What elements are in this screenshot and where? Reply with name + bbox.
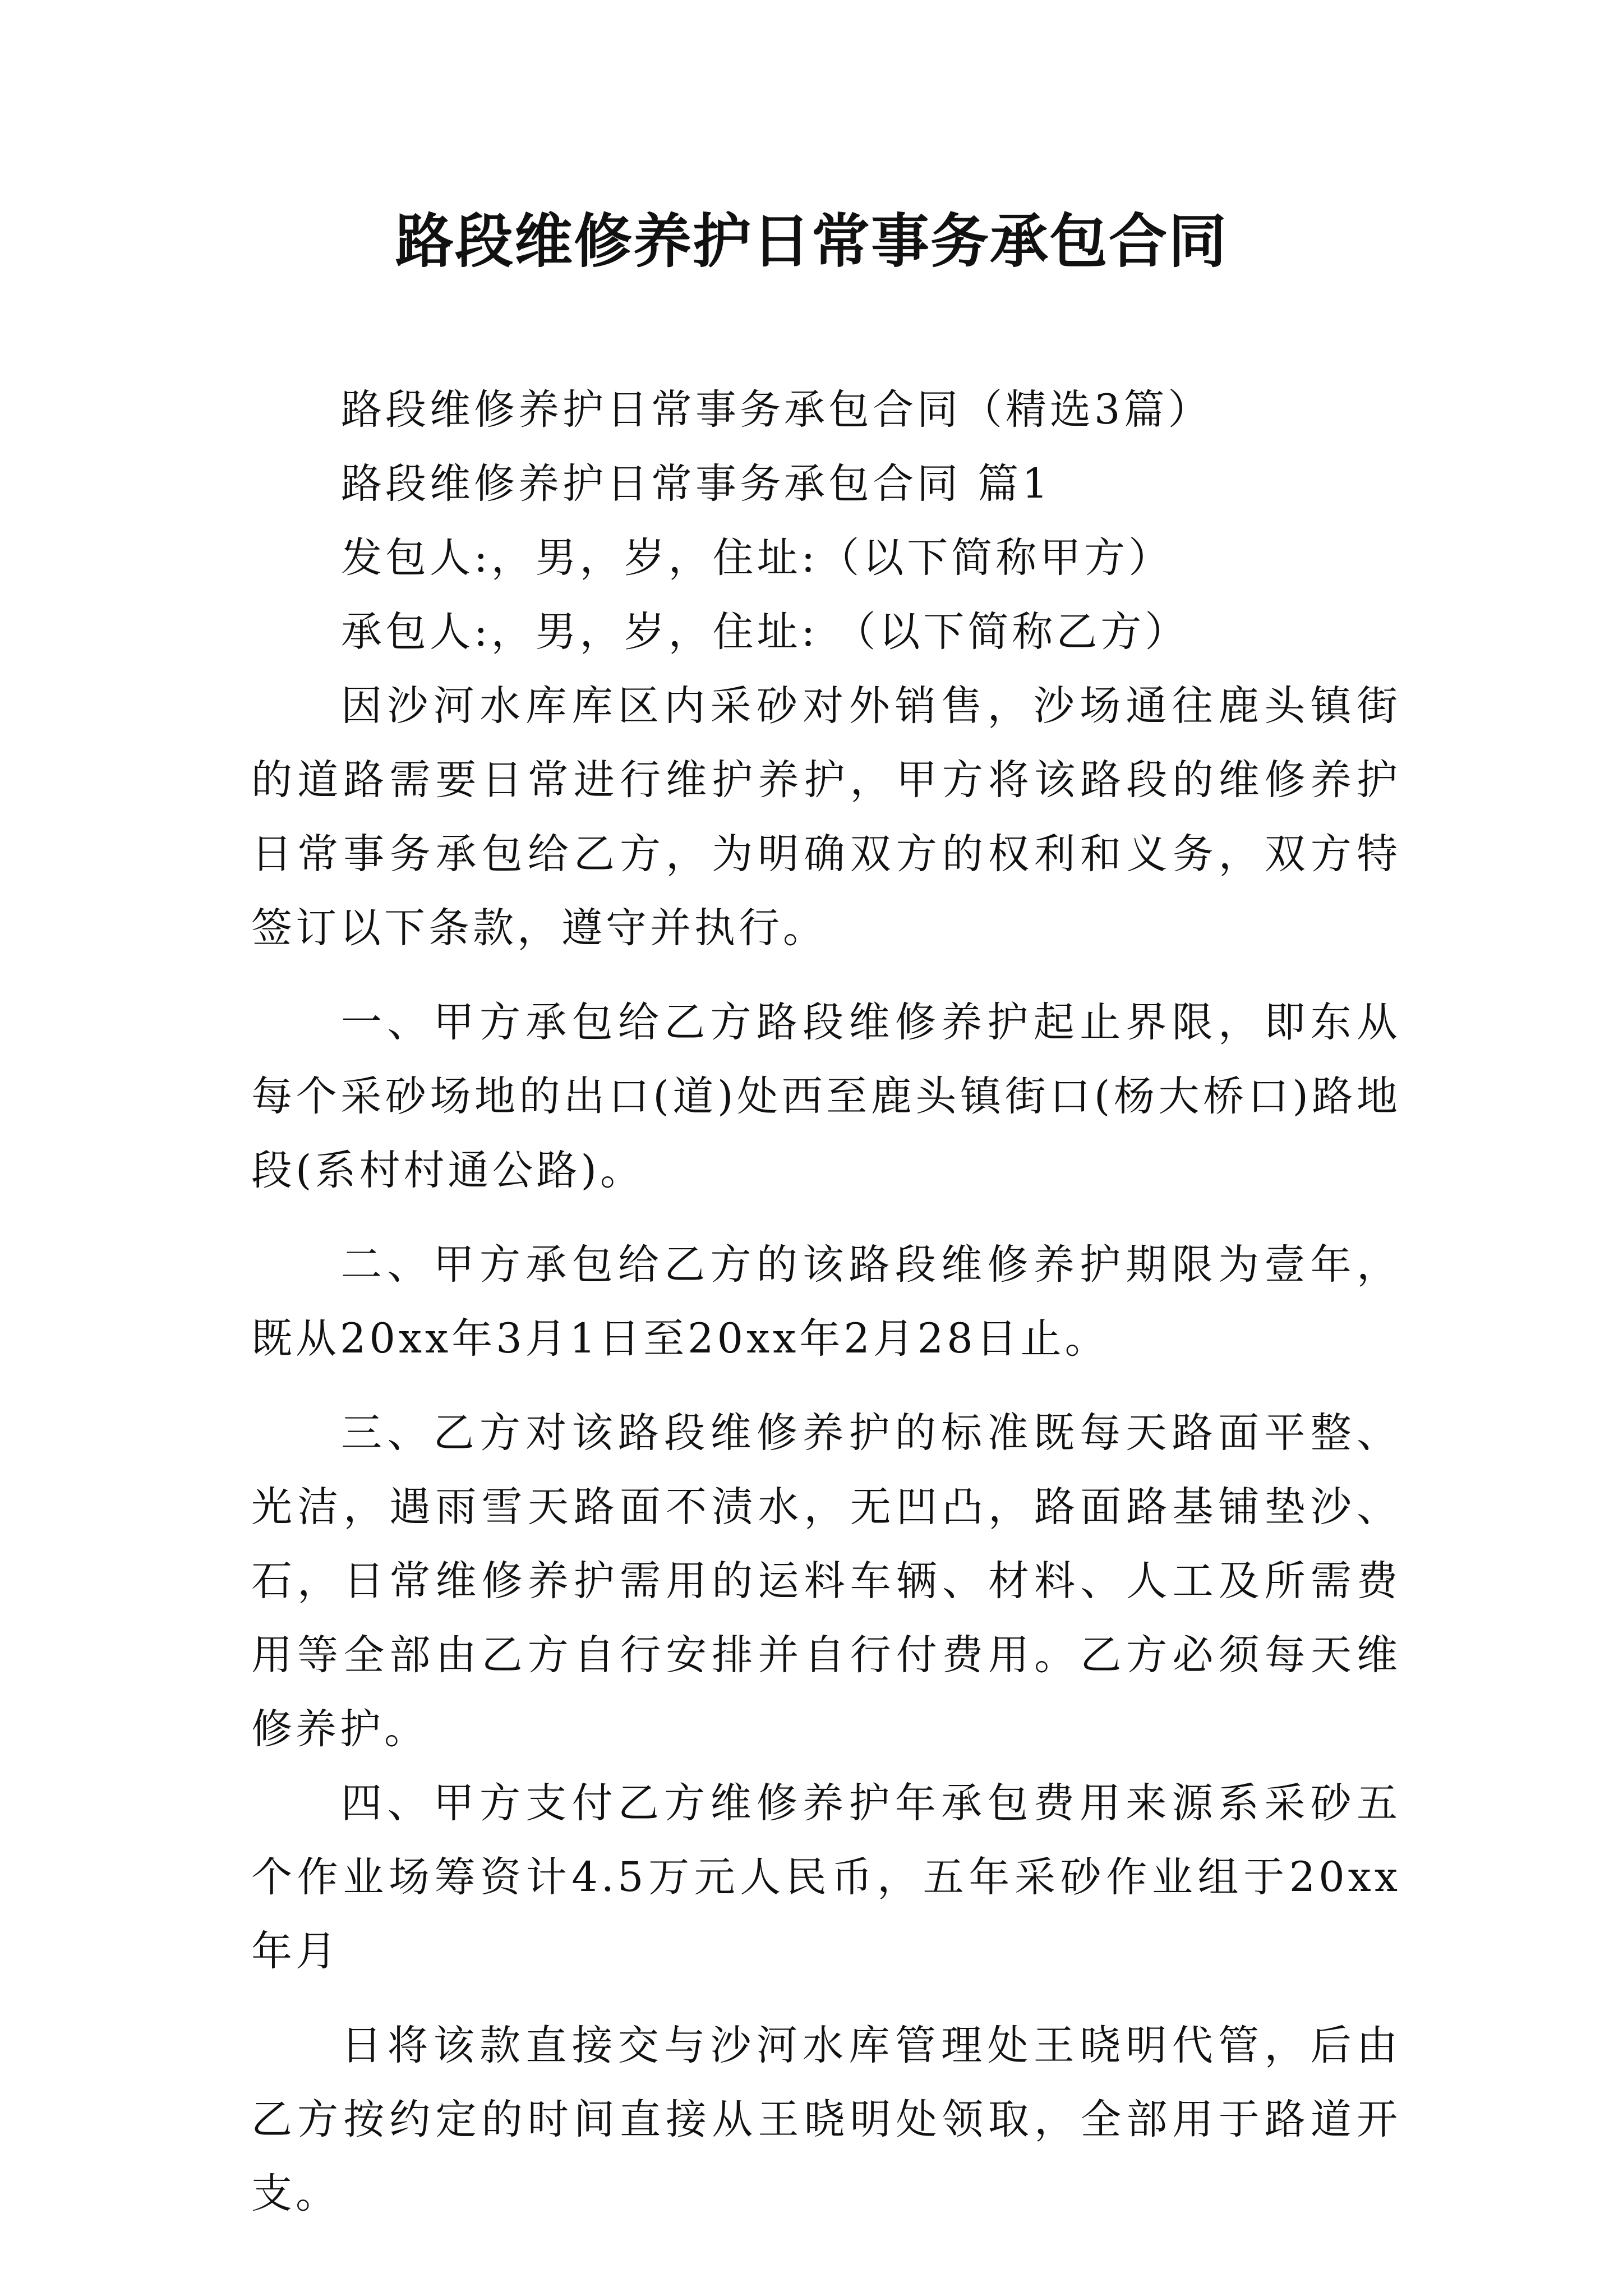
paragraph-spacer xyxy=(251,965,1401,986)
paragraph-section-heading: 路段维修养护日常事务承包合同 篇1 xyxy=(341,460,1052,508)
paragraph-clause-2: 二、甲方承包给乙方的该路段维修养护期限为壹年，既从20xx年3月1日至20xx年2月28日止。 xyxy=(251,1241,1401,1363)
document-title: 路段维修养护日常事务承包合同 xyxy=(395,206,1228,275)
paragraph-preamble: 因沙河水库库区内采砂对外销售，沙场通往鹿头镇街的道路需要日常进行维护养护，甲方将该路段的维修养护日常事务承包给乙方，为明确双方的权利和义务，双方特签订以下条款，遵守并执行。 xyxy=(251,682,1401,952)
paragraph-contractor-party-a: 发包人:，男，岁，住址:（以下简称甲方） xyxy=(341,534,1173,582)
paragraph-clause-1: 一、甲方承包给乙方路段维修养护起止界限，即东从每个采砂场地的出口(道)处西至鹿头镇街口(杨大桥口)路地段(系村村通公路)。 xyxy=(251,999,1401,1194)
paragraph-clause-3: 三、乙方对该路段维修养护的标准既每天路面平整、光洁，遇雨雪天路面不渍水，无凹凸，路面路基铺垫沙、石，日常维修养护需用的运料车辆、材料、人工及所需费用等全部由乙方自行安排并自行付费用。乙方必须每天维修养护。 xyxy=(251,1409,1401,1753)
paragraph-clause-4-continued: 日将该款直接交与沙河水库管理处王晓明代管，后由乙方按约定的时间直接从王晓明处领取，全部用于路道开支。 xyxy=(251,2022,1401,2217)
paragraph-subtitle: 路段维修养护日常事务承包合同（精选3篇） xyxy=(341,386,1212,434)
paragraph-contractor-party-b: 承包人:，男，岁，住址: （以下简称乙方） xyxy=(341,608,1189,656)
paragraph-spacer xyxy=(251,1376,1401,1396)
paragraph-clause-4: 四、甲方支付乙方维修养护年承包费用来源系采砂五个作业场筹资计4.5万元人民币，五年采砂作业组于20xx年月 xyxy=(251,1779,1401,1975)
document-body xyxy=(251,373,1401,2231)
paragraph-spacer xyxy=(251,1989,1401,2009)
paragraph-spacer xyxy=(251,1208,1401,1228)
